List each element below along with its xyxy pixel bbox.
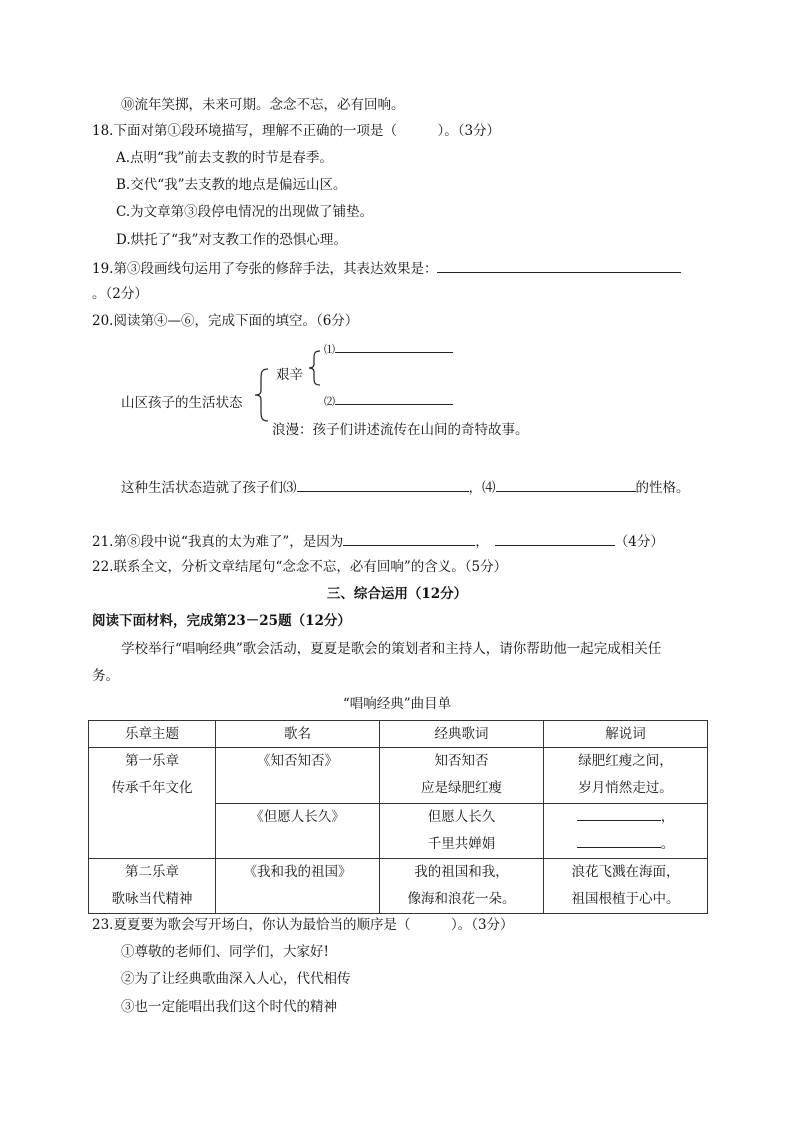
blank-label-2-text: ⑵ xyxy=(324,395,335,408)
song-3-name: 《我和我的祖国》 xyxy=(216,859,380,914)
song-1-name: 《知否知否》 xyxy=(216,748,380,804)
trait-text-a: 这种生活状态造就了孩子们⑶ xyxy=(121,480,297,496)
song-3-lyric xyxy=(380,859,544,914)
question-19-text: 19.第③段画线句运用了夸张的修辞手法，其表达效果是： xyxy=(92,261,438,277)
table-row xyxy=(89,748,708,804)
opening-sentence-3: ③也一定能唱出我们这个时代的精神 xyxy=(121,999,337,1015)
song-1-lyric-line-2: 应是绿肥红瘦 xyxy=(421,780,502,796)
song-3-lyric-line-2: 像海和浪花一朵。 xyxy=(407,891,516,907)
answer-blank-20-4[interactable] xyxy=(496,477,636,492)
answer-blank-commentary-2[interactable] xyxy=(577,835,661,848)
answer-blank-20-3[interactable] xyxy=(297,477,469,492)
question-21-text: 21.第⑧段中说“我真的太为难了”，是因为 xyxy=(92,534,344,550)
romance-line: 浪漫：孩子们讲述流传在山间的奇特故事。 xyxy=(272,422,529,438)
song-1-commentary-line-1: 绿肥红瘦之间， xyxy=(578,753,673,769)
question-18-option-c: C.为文章第③段停电情况的出现做了铺垫。 xyxy=(116,204,374,220)
children-life-state-label: 山区孩子的生活状态 xyxy=(121,395,243,411)
song-2-lyric xyxy=(380,803,544,859)
trait-line xyxy=(121,477,690,497)
question-18-option-a: A.点明“我”前去支教的时节是春季。 xyxy=(116,150,333,166)
blank-label-1 xyxy=(324,341,453,359)
hardship-label: 艰辛 xyxy=(276,367,303,383)
question-19 xyxy=(92,258,681,278)
song-2-commentary-line-1 xyxy=(544,804,707,831)
paragraph-10: ⑩流年笑掷，未来可期。念念不忘，必有回响。 xyxy=(121,97,405,113)
song-2-period: 。 xyxy=(660,835,675,852)
large-brace-icon xyxy=(254,368,270,422)
song-2-lyric-line-1: 但愿人长久 xyxy=(427,808,496,825)
song-1-commentary-line-2: 岁月悄然走过。 xyxy=(578,780,673,796)
section-3-title: 三、综合运用（12分） xyxy=(326,586,468,602)
question-19-end: 。（2分） xyxy=(92,286,148,302)
song-2-name: 《但愿人长久》 xyxy=(216,803,380,859)
question-18-option-b: B.交代“我”去支教的地点是偏远山区。 xyxy=(116,177,347,193)
chapter-2-cell xyxy=(89,859,216,914)
table-title: “唱响经典”曲目单 xyxy=(342,696,452,712)
section-3-intro: 阅读下面材料，完成第23－25题（12分） xyxy=(92,613,351,629)
answer-blank-20-1[interactable] xyxy=(335,342,453,353)
chapter-1-theme: 传承千年文化 xyxy=(111,780,193,796)
question-18: 18.下面对第①段环境描写，理解不正确的一项是（ ）。（3分） xyxy=(92,123,501,139)
answer-blank-21-2[interactable] xyxy=(495,531,615,546)
song-3-lyric-line-1: 我的祖国和我， xyxy=(414,864,509,880)
song-3-commentary-line-1: 浪花飞溅在海面， xyxy=(571,864,680,880)
trait-text-c: 的性格。 xyxy=(635,480,690,496)
answer-blank-commentary-1[interactable] xyxy=(577,808,661,821)
song-1-lyric xyxy=(380,748,544,804)
chapter-1-title: 第一乐章 xyxy=(125,753,179,769)
chapter-2-title: 第二乐章 xyxy=(125,864,179,880)
song-2-commentary-line-2 xyxy=(544,831,707,858)
opening-sentence-1: ①尊敬的老师们、同学们，大家好! xyxy=(121,944,329,960)
song-1-commentary xyxy=(544,748,708,804)
question-21-score: （4分） xyxy=(614,534,664,550)
header-theme: 乐章主题 xyxy=(89,721,216,748)
question-22: 22.联系全文，分析文章结尾句“念念不忘，必有回响”的含义。（5分） xyxy=(92,559,508,575)
blank-label-2 xyxy=(324,393,453,411)
trait-text-b: ，⑷ xyxy=(468,480,496,496)
song-2-commentary xyxy=(544,803,708,859)
small-brace-icon xyxy=(308,350,322,386)
chapter-1-cell xyxy=(89,748,216,859)
blank-label-1-text: ⑴ xyxy=(324,343,335,356)
question-20: 20.阅读第④—⑥，完成下面的填空。（6分） xyxy=(92,313,359,329)
table-row xyxy=(89,859,708,914)
opening-sentence-2: ②为了让经典歌曲深入人心，代代相传 xyxy=(121,971,351,987)
song-3-commentary xyxy=(544,859,708,914)
activity-description-line-1: 学校举行“唱响经典”歌会活动，夏夏是歌会的策划者和主持人，请你帮助他一起完成相关任 xyxy=(121,641,662,657)
answer-blank-21-1[interactable] xyxy=(343,531,475,546)
song-2-comma: ， xyxy=(660,808,675,825)
song-1-lyric-line-1: 知否知否 xyxy=(434,753,489,769)
question-21-comma: ， xyxy=(475,534,489,550)
song-2-lyric-line-2: 千里共婵娟 xyxy=(427,835,496,852)
table-header-row xyxy=(89,721,708,748)
activity-description-line-2: 务。 xyxy=(92,668,119,684)
song-3-commentary-line-2: 祖国根植于心中。 xyxy=(571,891,680,907)
header-song: 歌名 xyxy=(216,721,380,748)
header-commentary: 解说词 xyxy=(544,721,708,748)
question-18-option-d: D.烘托了“我”对支教工作的恐惧心理。 xyxy=(116,232,347,248)
answer-blank-19[interactable] xyxy=(437,258,681,273)
chapter-2-theme: 歌咏当代精神 xyxy=(111,891,193,907)
question-21 xyxy=(92,531,664,551)
song-table xyxy=(88,720,708,914)
question-23: 23.夏夏要为歌会写开场白，你认为最恰当的顺序是（ ）。（3分） xyxy=(92,917,514,933)
answer-blank-20-2[interactable] xyxy=(335,394,453,405)
header-lyric: 经典歌词 xyxy=(380,721,544,748)
